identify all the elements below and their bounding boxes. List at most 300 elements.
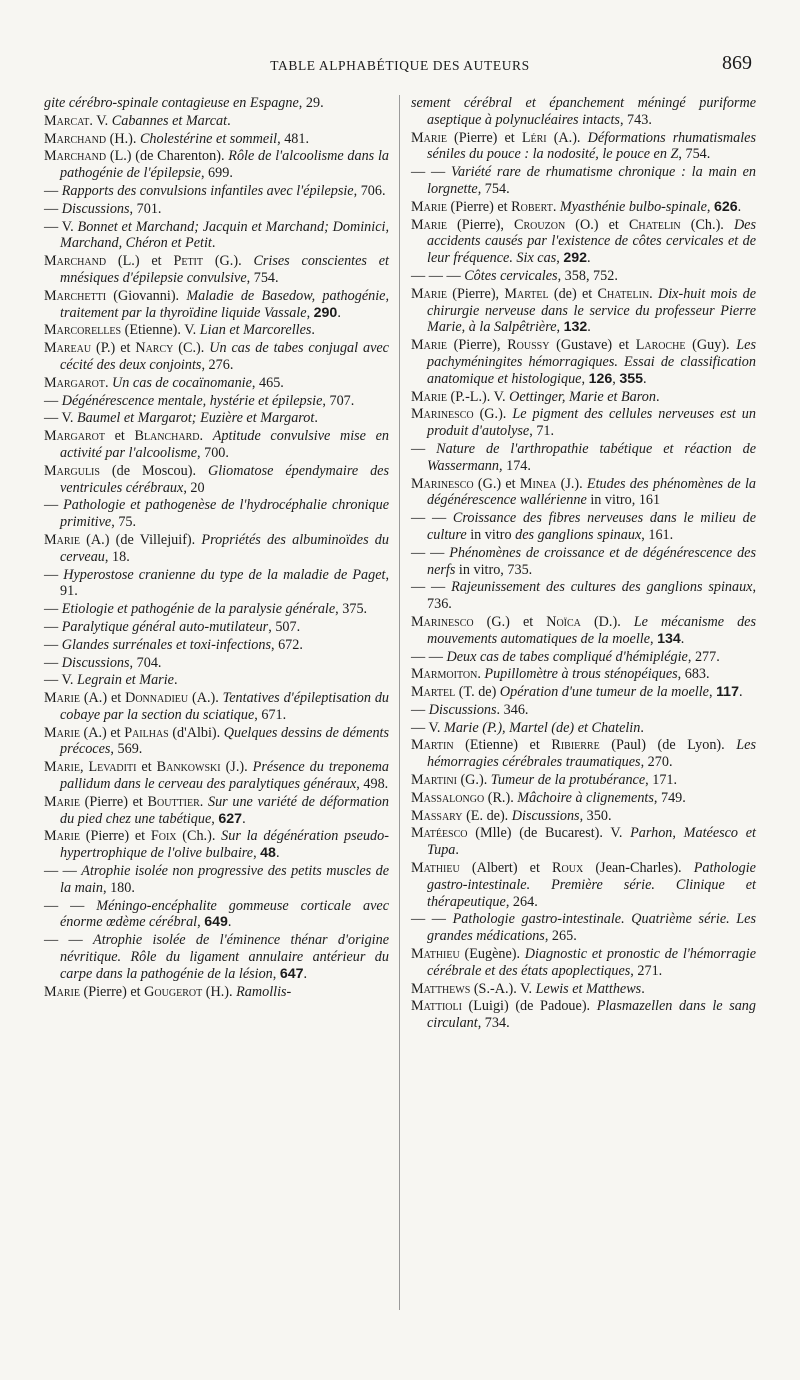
author-name: Petit — [173, 253, 203, 270]
entry-text: — — — [44, 897, 97, 914]
entry-text: (G.) et — [473, 613, 547, 630]
author-name: Marie — [44, 793, 80, 810]
entry-text: (T. de) — [455, 684, 500, 701]
entry-text: . — [242, 810, 246, 827]
entry-text: , 276. — [201, 356, 234, 373]
author-name: Marcorelles — [44, 322, 122, 339]
index-entry — [44, 828, 389, 862]
entry-text: , — [197, 914, 205, 931]
work-title: Rôle de l'alcoolisme dans la pathogénie de l'épilepsie — [60, 148, 389, 182]
index-entry — [44, 984, 389, 1001]
index-entry — [44, 410, 389, 427]
entry-text: (A.). — [188, 690, 223, 707]
page-header — [0, 52, 800, 82]
work-title: gite cérébro-spinale contagieuse en Espagne — [44, 95, 299, 111]
author-name: Laroche — [635, 337, 686, 354]
entry-text: — — [44, 497, 64, 514]
entry-text: — — [44, 654, 62, 671]
entry-text: in vitro, 161 — [586, 492, 661, 509]
author-name: Marie — [44, 690, 80, 707]
index-entry — [411, 95, 756, 129]
entry-text: , — [556, 319, 564, 336]
work-title: Opération d'une tumeur de la moelle — [499, 684, 709, 701]
page-ref: 117 — [716, 684, 739, 701]
author-name: Martin — [411, 737, 454, 754]
entry-text: (A.) (de Villejuif). — [79, 531, 202, 548]
entry-text: (C.). — [173, 340, 210, 357]
entry-text: in vitro, 735. — [455, 561, 533, 578]
index-entry — [44, 672, 389, 689]
page-ref: 132 — [563, 319, 588, 336]
author-name: Donnadieu — [125, 690, 189, 707]
page-ref: 627 — [218, 810, 243, 827]
entry-text: . — [680, 630, 685, 647]
entry-text: — — — [411, 911, 453, 928]
work-title: Rajeunissement des cultures des ganglions spinaux — [451, 579, 753, 596]
index-entry — [44, 219, 389, 253]
index-entry — [44, 322, 389, 339]
author-name: Foix — [150, 828, 177, 845]
index-entry — [411, 702, 756, 719]
index-entry — [44, 567, 389, 601]
work-title: Ramollis- — [236, 983, 292, 1000]
entry-text: , 671. — [254, 706, 287, 723]
entry-text: (G.) et — [473, 475, 520, 492]
work-title: Legrain et Marie — [77, 672, 174, 689]
entry-text: . — [737, 198, 742, 215]
work-title: Le pigment des cellules nerveuses est un produit d'autolyse — [427, 406, 756, 440]
index-entry — [411, 825, 756, 859]
column-divider — [399, 95, 400, 1310]
work-title: Hyperostose cranienne du type de la maladie de Paget — [63, 566, 386, 583]
entry-text: — — [44, 636, 62, 653]
entry-text: (G.). — [456, 772, 491, 789]
work-title: Déformations rhumatismales séniles du pouce : la nodosité, le pouce en Z — [427, 129, 756, 163]
work-title: Les hémorragies cérébrales traumatiques — [427, 737, 756, 771]
entry-text: (L.) (de Charenton). — [106, 148, 229, 165]
entry-text: , 754. — [477, 180, 510, 197]
index-entry — [44, 463, 389, 497]
work-title: Etiologie et pathogénie de la paralysie générale — [61, 601, 336, 618]
entry-text: , 701. — [129, 200, 162, 217]
index-entry — [411, 268, 756, 285]
entry-text: — — — [411, 648, 447, 665]
entry-text: . — [227, 112, 231, 129]
entry-text: (Albert) et — [459, 860, 553, 877]
entry-text: (de Moscou). — [99, 462, 208, 479]
entry-text: , — [306, 304, 314, 321]
entry-text: . — [643, 370, 647, 387]
author-name: Levaditi — [88, 759, 137, 776]
work-title: Discussions — [428, 701, 497, 718]
entry-text: , 507. — [268, 618, 301, 635]
index-entry — [411, 286, 756, 336]
author-name: Roussy — [507, 337, 550, 354]
entry-text: . — [275, 845, 280, 862]
index-entry — [44, 131, 389, 148]
index-entry — [411, 981, 756, 998]
work-title: Bonnet et Marchand; Jacquin et Marchand; Dominici, Marchand, Chéron et Petit — [60, 218, 389, 252]
work-title: Myasthénie bulbo-spinale — [559, 198, 707, 215]
index-entry — [411, 790, 756, 807]
entry-text: (J.). — [556, 475, 587, 492]
work-title: Tumeur de la protubérance — [490, 772, 646, 789]
index-entry — [411, 720, 756, 737]
entry-text: , 672. — [270, 636, 303, 653]
entry-text: — — [44, 601, 62, 618]
work-title: Cholestérine et sommeil — [139, 130, 278, 147]
author-name: Marie — [411, 216, 447, 233]
entry-text: , — [79, 759, 89, 776]
entry-text: (P.) et — [91, 340, 136, 357]
entry-text: (Pierre), — [446, 337, 508, 354]
entry-text: (S.-A.). V. — [470, 980, 536, 997]
page-ref: 647 — [279, 965, 304, 982]
work-title: Variété rare de rhumatisme chronique : la main en lorgnette — [427, 164, 756, 197]
entry-text: . — [586, 250, 591, 267]
entry-text: (G.). — [203, 253, 254, 270]
author-name: Roux — [552, 860, 584, 877]
author-name: Margarot — [44, 428, 105, 445]
author-name: Marie — [411, 337, 447, 354]
author-name: Marie — [411, 198, 447, 215]
index-entry — [44, 863, 389, 897]
author-name: Mathieu — [411, 946, 460, 963]
entry-text: (D.). — [580, 613, 634, 630]
work-title: Croissance des fibres nerveuses dans le milieu de culture — [427, 510, 757, 543]
index-entry — [411, 406, 756, 440]
entry-text: , 20 — [183, 479, 205, 496]
entry-text: — — — [411, 510, 453, 527]
entry-text: et — [136, 759, 157, 776]
work-title: Présence du treponema pallidum dans le cerveau des paralytiques généraux — [60, 759, 389, 793]
entry-text: . — [587, 319, 591, 336]
entry-text: , 569. — [110, 741, 143, 758]
entry-text: — — — — [411, 267, 465, 284]
index-entry — [44, 183, 389, 200]
author-name: Marinesco — [411, 613, 474, 630]
author-name: Mattioli — [411, 998, 462, 1015]
running-title: TABLE ALPHABÉTIQUE DES AUTEURS — [270, 58, 530, 73]
index-entry — [411, 614, 756, 648]
work-title: Aptitude convulsive mise en activité par l'alcoolisme — [60, 428, 389, 461]
index-entry — [411, 772, 756, 789]
work-title: Quelques dessins de déments précoces — [60, 724, 389, 758]
entry-text: — — — [411, 164, 451, 181]
work-title: Marie (P.), Martel (de) et Chatelin — [444, 719, 641, 736]
entry-text: . — [477, 666, 485, 683]
entry-text: (L.) et — [106, 253, 174, 270]
entry-text: (Etienne) et — [453, 737, 552, 754]
entry-text: — — [44, 618, 62, 635]
index-entry — [411, 579, 756, 613]
entry-text: (Pierre) et — [79, 793, 148, 810]
index-entry — [44, 95, 389, 112]
work-title: Le mécanisme des mouvements automatiques de la moelle — [427, 613, 757, 647]
work-title: Cabannes et Marcat — [111, 112, 228, 129]
index-entry — [411, 737, 756, 771]
entry-text: . — [311, 322, 315, 339]
work-title: Sur une variété de déformation du pied chez une tabétique — [60, 793, 389, 827]
entry-text: in vitro — [466, 526, 516, 543]
entry-text: . — [303, 965, 308, 982]
index-entry — [411, 476, 756, 510]
entry-text: , 749. — [653, 789, 686, 806]
author-name: Marie — [411, 285, 447, 302]
author-name: Pailhas — [124, 724, 169, 741]
author-name: Mathieu — [411, 860, 460, 877]
entry-text: (E. de). — [462, 807, 512, 824]
author-name: Minea — [519, 475, 557, 492]
work-title: Diagnostic et pronostic de l'hémorragie cérébrale et des états apoplectiques — [427, 946, 756, 979]
entry-text: , — [612, 370, 620, 387]
entry-text: (H.). — [106, 130, 140, 147]
entry-text: , 174. — [499, 457, 531, 474]
entry-text: (Jean-Charles). — [583, 860, 694, 877]
work-title: Pupillomètre à trous sténopéiques — [484, 666, 678, 683]
entry-text: , 264. — [505, 893, 538, 910]
author-name: Mareau — [44, 340, 92, 357]
work-title: Atrophie isolée non progressive des petits muscles de la main — [60, 863, 390, 896]
work-title: Discussions — [61, 654, 130, 671]
work-title: Parhon, Matéesco et Tupa — [427, 825, 756, 859]
entry-text: (Luigi) (de Padoue). — [461, 998, 597, 1015]
entry-text: (Giovanni). — [106, 287, 187, 304]
author-name: Martel — [504, 285, 549, 302]
entry-text: (Pierre) et — [446, 198, 512, 215]
work-title: Glandes surrénales et toxi-infections — [61, 636, 271, 653]
work-title: Sur la dégénération pseudo-hypertrophique de l'olive bulbaire — [60, 828, 389, 862]
work-title: Dix-huit mois de chirurgie nerveuse dans le service du professeur Pierre Marie, à la Salpêtrière — [427, 285, 756, 336]
entry-text: (Pierre) et — [79, 983, 145, 1000]
entry-text: , 700. — [197, 444, 229, 461]
index-entry — [44, 201, 389, 218]
author-name: Marchand — [44, 253, 107, 270]
work-title: Discussions — [511, 807, 580, 824]
entry-text: , 704. — [129, 654, 162, 671]
author-name: Massalongo — [411, 789, 485, 806]
page-number: 869 — [722, 52, 752, 74]
author-name: Gougerot — [144, 983, 203, 1000]
index-entry — [44, 497, 389, 531]
entry-text: . — [227, 914, 232, 931]
work-title: Lian et Marcorelles — [199, 322, 312, 339]
entry-text: , 683. — [677, 666, 710, 683]
entry-text: — — — [411, 544, 450, 561]
work-title: Propriétés des albuminoïdes du cerveau — [60, 531, 389, 565]
index-entry — [411, 130, 756, 164]
author-name: Marie — [44, 724, 80, 741]
work-title: Oettinger, Marie et Baron — [509, 388, 656, 405]
entry-text: . — [199, 428, 213, 445]
left-column — [44, 95, 389, 1001]
author-name: Léri — [521, 129, 547, 146]
entry-text: . — [199, 793, 208, 810]
index-entry — [44, 253, 389, 287]
entry-text: , 75. — [111, 514, 137, 531]
work-title: Etudes des phénomènes de la dégénérescence wallérienne — [427, 475, 756, 509]
entry-text: , 277. — [687, 648, 720, 665]
entry-text: , 91. — [60, 566, 389, 600]
entry-text: , 18. — [104, 548, 130, 565]
entry-text: , 271. — [630, 962, 663, 979]
entry-text: — — [44, 182, 62, 199]
entry-text: (A.) et — [79, 690, 126, 707]
page-ref: 290 — [313, 304, 338, 321]
entry-text: (R.). — [484, 789, 518, 806]
entry-text: . — [211, 235, 216, 252]
entry-text: . — [649, 285, 658, 302]
work-title: des ganglions spinaux — [515, 526, 642, 543]
entry-text: , 707. — [322, 392, 355, 409]
entry-text: . — [655, 388, 660, 405]
entry-text: — V. — [44, 218, 78, 235]
entry-text: , — [253, 845, 261, 862]
entry-text: . — [641, 980, 645, 997]
entry-text: , — [581, 370, 589, 387]
entry-text: , 465. — [251, 374, 284, 391]
entry-text: . — [640, 719, 644, 736]
work-title: Rapports des convulsions infantiles avec l'épilepsie — [61, 182, 354, 199]
work-title: Deux cas de tabes compliqué d'hémiplégie — [446, 648, 688, 665]
entry-text: , — [708, 684, 717, 701]
work-title: Méningo-encéphalite gommeuse corticale avec énorme œdème cérébral — [60, 897, 390, 931]
work-title: Paralytique général auto-mutilateur — [61, 618, 269, 635]
page-ref: 134 — [657, 630, 681, 647]
work-title: Pathologie et pathogenèse de l'hydrocéphalie chronique primitive — [60, 497, 389, 531]
work-title: Maladie de Basedow, pathogénie, traitement par la thyroïdine liquide Vassale — [60, 287, 389, 321]
work-title: Atrophie isolée de l'éminence thénar d'origine névritique. Rôle du ligament annulaire antérieur du carpe dans la pathogénie de la lésion — [60, 932, 389, 982]
page-ref: 48 — [260, 845, 276, 862]
work-title: Phénomènes de croissance et de dégénérescence des nerfs — [427, 544, 756, 578]
work-title: Tentatives d'épileptisation du cobaye par la section du sciatique — [60, 690, 390, 723]
page-ref: 355 — [619, 370, 644, 387]
entry-text: (d'Albi). — [168, 724, 224, 741]
entry-text: (Ch.). — [680, 216, 734, 233]
entry-text: , 350. — [579, 807, 612, 824]
entry-text: (Pierre) et — [79, 828, 151, 845]
index-entry — [411, 860, 756, 910]
index-entry — [44, 690, 389, 724]
entry-text: — V. — [411, 719, 444, 736]
entry-text: , 358, 752. — [557, 267, 618, 284]
index-entry — [44, 113, 389, 130]
author-name: Marie — [44, 983, 80, 1000]
author-name: Martel — [411, 684, 456, 701]
work-title: Pathologie gastro-intestinale. Première série. Clinique et thérapeutique — [427, 860, 756, 910]
entry-text: (Ch.). — [176, 828, 222, 845]
author-name: Robert — [511, 198, 553, 215]
index-entry — [411, 649, 756, 666]
index-entry — [411, 666, 756, 683]
entry-text: , 498. — [356, 776, 389, 793]
author-name: Narcy — [135, 340, 174, 357]
entry-text: (H.). — [202, 983, 237, 1000]
author-name: Marchand — [44, 148, 107, 165]
author-name: Marchand — [44, 130, 107, 147]
author-name: Marie — [411, 129, 447, 146]
index-entry — [44, 898, 389, 932]
entry-text: . V. — [89, 112, 112, 129]
index-entry — [44, 393, 389, 410]
author-name: Massary — [411, 807, 463, 824]
entry-text: , 161. — [641, 526, 674, 543]
work-title: sement cérébral et épanchement méningé puriforme aseptique à polynucléaires intacts — [411, 95, 756, 128]
index-entry — [44, 148, 389, 182]
entry-text: (P.-L.). V. — [446, 388, 510, 405]
author-name: Marcat — [44, 112, 90, 129]
work-title: Un cas de tabes conjugal avec cécité des deux conjoints — [60, 340, 389, 373]
entry-text: , 754. — [246, 269, 279, 286]
entry-text: , 736. — [427, 579, 757, 613]
right-column — [411, 95, 756, 1033]
entry-text: , 706. — [353, 182, 386, 199]
author-name: Bankowski — [156, 759, 221, 776]
entry-text: — — — [44, 863, 82, 880]
author-name: Chatelin — [597, 285, 650, 302]
author-name: Marinesco — [411, 406, 474, 423]
work-title: Des accidents causés par l'existence de côtes cervicales et de leur fréquence. Six cas — [427, 216, 757, 267]
author-name: Marchetti — [44, 287, 107, 304]
entry-text: . — [552, 198, 560, 215]
index-entry — [411, 217, 756, 267]
author-name: Matthews — [411, 980, 471, 997]
index-entry — [411, 389, 756, 406]
entry-text: — — [411, 701, 429, 718]
entry-text: , 743. — [619, 111, 652, 128]
author-name: Ribierre — [551, 737, 600, 754]
index-entry — [411, 808, 756, 825]
entry-text: . — [314, 410, 318, 427]
work-title: Crises conscientes et mnésiques d'épilepsie convulsive — [60, 253, 389, 286]
entry-text: , 180. — [102, 879, 135, 896]
page-ref: 292 — [563, 250, 587, 267]
entry-text: , — [556, 250, 564, 267]
entry-text: (A.). — [546, 129, 588, 146]
entry-text: , 270. — [640, 754, 673, 771]
entry-text: (J.). — [220, 759, 253, 776]
entry-text: . — [173, 672, 178, 689]
index-entry — [44, 759, 389, 793]
index-entry — [411, 164, 756, 198]
page-ref: 626 — [713, 198, 738, 215]
entry-text: (de) et — [548, 285, 598, 302]
entry-text: , — [272, 965, 280, 982]
entry-text: . — [738, 684, 743, 701]
index-entry — [44, 619, 389, 636]
entry-text: et — [104, 428, 135, 445]
entry-text: — V. — [44, 672, 77, 689]
author-name: Blanchard — [134, 428, 200, 445]
entry-text: . — [104, 374, 113, 391]
entry-text: — — — [44, 932, 94, 949]
entry-text: , 375. — [335, 601, 368, 618]
author-name: Noïca — [546, 613, 581, 630]
entry-text: . — [455, 842, 459, 859]
work-title: Un cas de cocaïnomanie — [112, 374, 252, 391]
entry-text: — — [411, 440, 437, 457]
entry-text: — — [44, 200, 62, 217]
entry-text: (O.) et — [565, 216, 629, 233]
entry-text: , 71. — [529, 423, 555, 440]
index-entry — [411, 337, 756, 387]
index-entry — [411, 946, 756, 980]
author-name: Marie — [44, 759, 80, 776]
author-name: Chatelin — [628, 216, 681, 233]
index-entry — [411, 998, 756, 1032]
author-name: Marmoiton — [411, 666, 478, 683]
index-entry — [411, 441, 756, 475]
